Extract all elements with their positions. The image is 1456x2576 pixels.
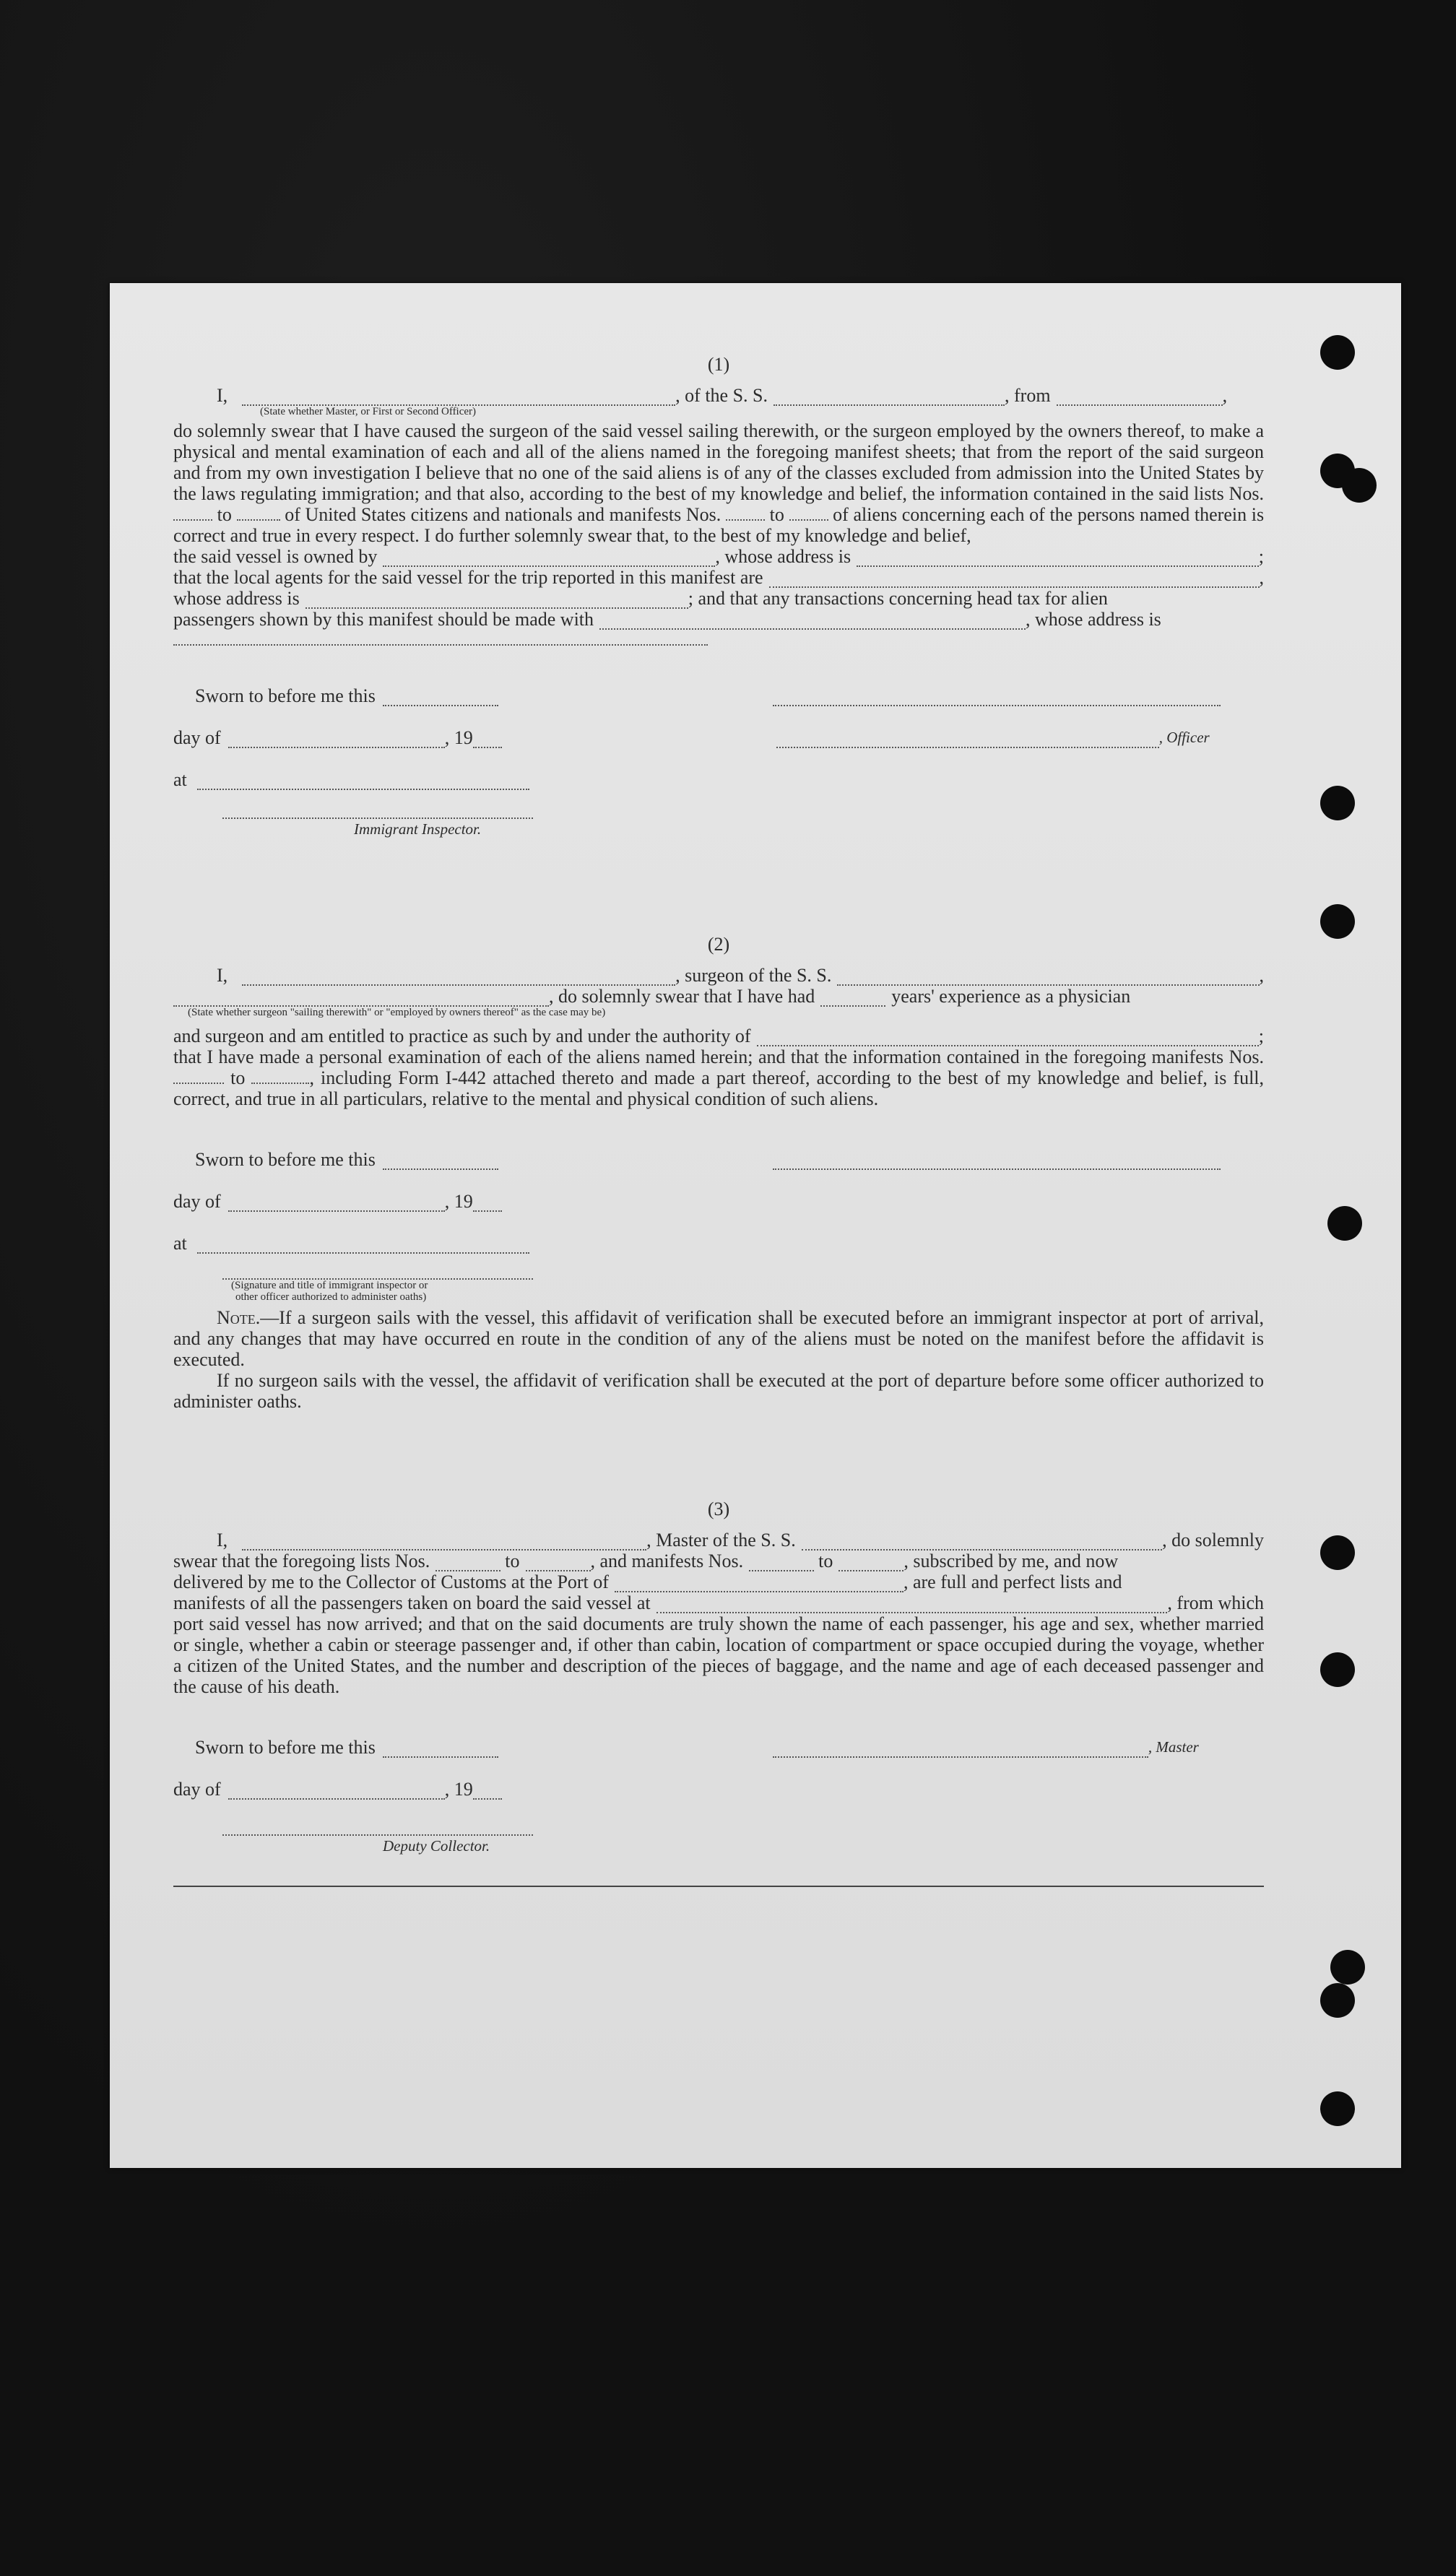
punch-hole xyxy=(1320,335,1355,370)
surgeon-vessel-field[interactable] xyxy=(837,970,1259,986)
owner-field[interactable] xyxy=(383,551,715,567)
master-vessel-field[interactable] xyxy=(802,1535,1162,1551)
section-3-fourth-line: manifests of all the passengers taken on board the said vessel at , from which xyxy=(173,1592,1264,1613)
master-signature-field[interactable] xyxy=(773,1742,1148,1758)
surgeon-signature-field[interactable] xyxy=(773,1154,1221,1170)
agents-address-field[interactable] xyxy=(306,593,688,609)
section-1-number: (1) xyxy=(707,354,730,375)
section-3-third-line: delivered by me to the Collector of Customs at the Port of , are full and perfect lists and xyxy=(173,1571,1122,1592)
customs-port-field[interactable] xyxy=(615,1577,904,1592)
officer-signature-field[interactable] xyxy=(773,690,1221,706)
section-3-number: (3) xyxy=(707,1499,730,1519)
section-3-paragraph: port said vessel has now arrived; and that on the said documents are truly shown the name of each passenger, his age and sex, whether married or single, whether a cabin or steerage passenger and, if other than cabin, location of compartment or space occupied during the voyage, whether a citizen of the United States, and the number and description of the pieces of baggage, and the name and age of each deceased passenger and the cause of his death. xyxy=(173,1613,1264,1697)
punch-hole xyxy=(1327,1206,1362,1241)
section-3-signature-block: Sworn to before me this , Master day of , 19 Deputy Collector. xyxy=(173,1716,1264,1857)
surgeon-note: (State whether surgeon "sailing therewith" or "employed by owners thereof" as the case may be) xyxy=(188,1007,606,1018)
punch-hole xyxy=(1330,1950,1365,1985)
surgeon-status-field[interactable] xyxy=(173,991,549,1007)
sig-note-1: (Signature and title of immigrant inspector or xyxy=(231,1280,428,1291)
whose-address-line: whose address is ; and that any transactions concerning head tax for alien xyxy=(173,588,1108,609)
section-2-second-line: , do solemnly swear that I have had years' experience as a physician xyxy=(173,986,1264,1007)
punch-hole xyxy=(1320,1535,1355,1570)
section-2-paragraph: that I have made a personal examination of each of the aliens named herein; and that the information contained in the foregoing manifests Nos. to , including Form I-442 attached thereto and made a part thereof, according to the best of my knowledge and belief, is full, correct, and true in all particulars, relative to the mental and physical condition of such aliens. xyxy=(173,1046,1265,1109)
master-name-field[interactable] xyxy=(242,1535,646,1551)
i-label: I, xyxy=(217,385,228,406)
punch-hole xyxy=(1320,1652,1355,1687)
section-1-paragraph: do solemnly swear that I have caused the surgeon of the said vessel sailing therewith, or the surgeon employed by the owners thereof, to make a physical and mental examination of each and all of the aliens named in the foregoing manifest sheets; that from the report of the said surgeon and from my own investigation I believe that no one of the said aliens is of any of the classes excluded from admission into the United States by the laws regulating immigration; and that also, according to the best of my knowledge and belief, the information contained in the said lists Nos. to of United States citizens and nationals and manifests Nos. to of aliens concerning each of the persons named therein is correct and true in every respect. I do further solemnly swear that, to the best of my knowledge and belief, xyxy=(173,420,1265,546)
vessel-name-field[interactable] xyxy=(774,390,1005,406)
owner-address-field[interactable] xyxy=(857,551,1259,567)
authority-field[interactable] xyxy=(757,1031,1259,1046)
master-note: (State whether Master, or First or Second Officer) xyxy=(260,406,477,417)
immigrant-inspector-label: Immigrant Inspector. xyxy=(354,820,482,838)
of-ss-label: , of the S. S. xyxy=(675,385,768,406)
deputy-collector-signature-field[interactable] xyxy=(222,1820,533,1836)
section-3-first-line: I, , Master of the S. S. , do solemnly xyxy=(217,1530,1264,1551)
section-2-first-line: I, , surgeon of the S. S. , xyxy=(217,965,1264,986)
from-label: , from xyxy=(1005,385,1051,406)
section-1-signature-block: Sworn to before me this day of , 19 , Officer at Immigrant Inspector. xyxy=(173,664,1264,840)
sig-note-2: other officer authorized to administer oaths) xyxy=(235,1291,427,1303)
officer-name-field[interactable] xyxy=(242,390,675,406)
section-2-signature-block: Sworn to before me this day of , 19 at (Signature and title of immigrant inspector or other officer authorized to administer oaths) xyxy=(173,1128,1264,1303)
section-2-number: (2) xyxy=(707,934,730,955)
punch-hole xyxy=(1320,904,1355,939)
departure-port-field[interactable] xyxy=(1057,390,1223,406)
section-2-inspector-signature-field[interactable] xyxy=(222,1264,533,1280)
head-tax-field[interactable] xyxy=(599,614,1026,630)
bottom-rule xyxy=(173,1886,1264,1887)
head-tax-line: passengers shown by this manifest should be made with , whose address is xyxy=(173,609,1161,630)
section-3-second-line: swear that the foregoing lists Nos. to , and manifests Nos. to , subscribed by me, and now xyxy=(173,1551,1119,1571)
punch-hole xyxy=(1320,2091,1355,2126)
note-2-paragraph: If no surgeon sails with the vessel, the affidavit of verification shall be executed at the port of departure before some officer authorized to administer oaths. xyxy=(173,1370,1264,1412)
deputy-collector-label: Deputy Collector. xyxy=(383,1837,490,1855)
embarkation-port-field[interactable] xyxy=(656,1597,1168,1613)
years-experience-field[interactable] xyxy=(820,991,885,1007)
head-tax-address-field[interactable] xyxy=(173,630,708,646)
section-1-first-line: I, , of the S. S. , from , xyxy=(217,385,1228,406)
owned-by-line: the said vessel is owned by , whose address is ; xyxy=(173,546,1264,567)
local-agents-line: that the local agents for the said vessel for the trip reported in this manifest are , xyxy=(173,567,1264,588)
punch-hole xyxy=(1320,1983,1355,2018)
surgeon-name-field[interactable] xyxy=(242,970,675,986)
practice-line: and surgeon and am entitled to practice as such by and under the authority of ; xyxy=(173,1025,1264,1046)
punch-hole xyxy=(1320,786,1355,820)
affidavit-content xyxy=(173,347,1264,1887)
officer-title-field[interactable] xyxy=(776,732,1159,748)
inspector-signature-field[interactable] xyxy=(222,803,533,819)
note-paragraph: Note.—If a surgeon sails with the vessel, this affidavit of verification shall be executed before an immigrant inspector at port of arrival, and any changes that may have occurred en route in the condition of any of the aliens must be noted on the manifest before the affidavit is executed. xyxy=(173,1307,1264,1370)
local-agents-field[interactable] xyxy=(769,572,1260,588)
punch-hole xyxy=(1342,468,1377,503)
